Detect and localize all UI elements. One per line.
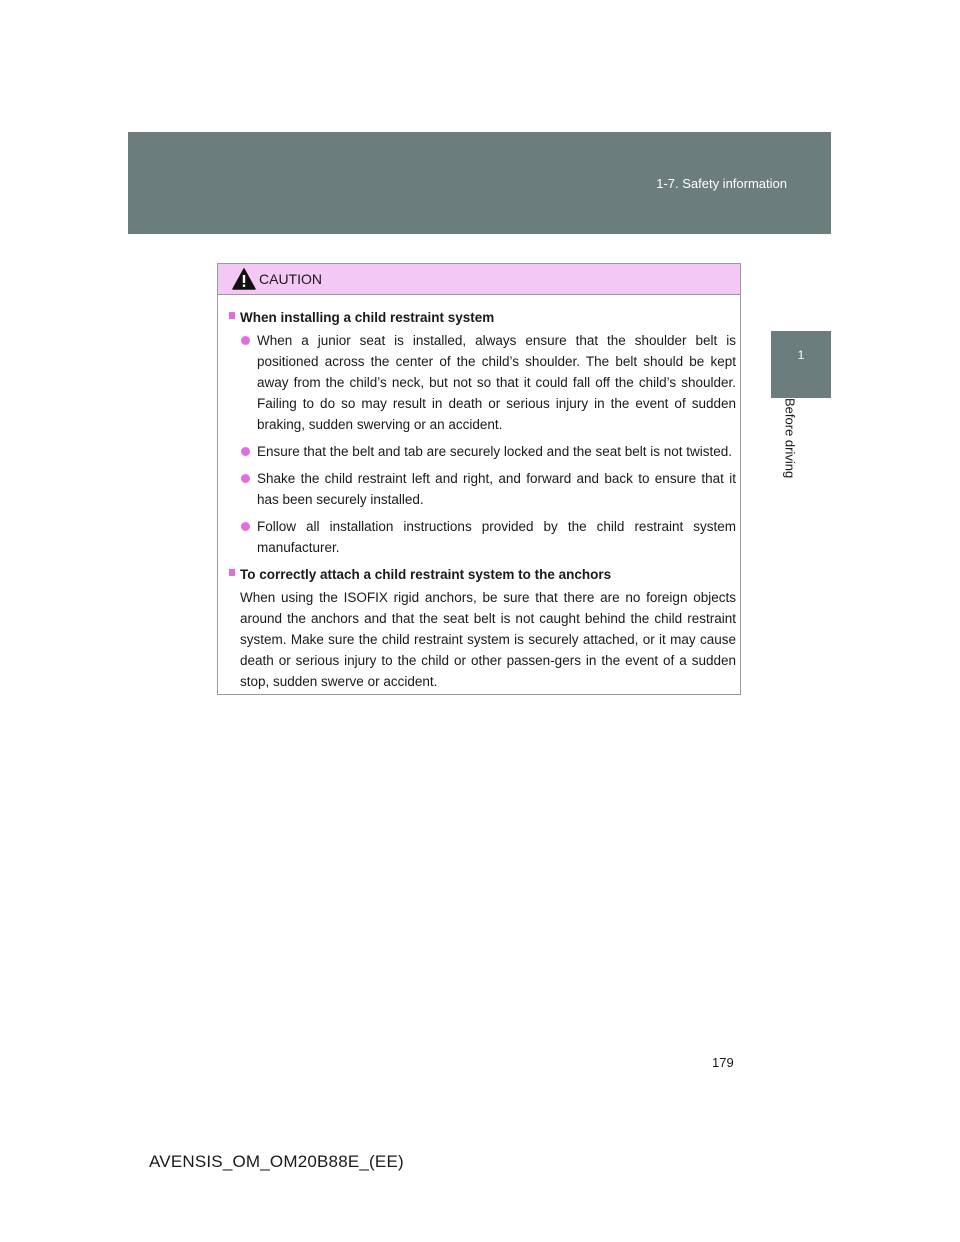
- warning-triangle-icon: [232, 268, 256, 290]
- square-bullet-icon: [229, 569, 235, 576]
- header-band: [128, 132, 831, 234]
- caution-box: [217, 263, 741, 695]
- bullet-item: [240, 441, 736, 462]
- square-bullet-icon: [229, 312, 235, 319]
- caution-title: CAUTION: [259, 271, 322, 287]
- bullet-item: [240, 468, 736, 510]
- section-text: When using the ISOFIX rigid anchors, be sure that there are no foreign objects around the anchors and that the seat belt is not caught behind the child restraint system. Make sure the child restraint system is securely attached, or it may cause death or serious injury to the child or other passen-gers in the event of a sudden stop, sudden swerve or accident.: [240, 590, 736, 689]
- round-bullet-icon: [241, 447, 250, 456]
- bullet-item: [240, 330, 736, 435]
- section-heading: When installing a child restraint system: [240, 310, 495, 325]
- chapter-tab: [771, 331, 831, 398]
- bullet-text: Ensure that the belt and tab are securely locked and the seat belt is not twisted.: [257, 444, 733, 459]
- bullet-text: Follow all installation instructions provided by the child restraint system manufacturer.: [257, 519, 736, 555]
- section-heading: To correctly attach a child restraint system to the anchors: [240, 567, 612, 582]
- page-number: 179: [712, 1055, 734, 1070]
- chapter-label: [770, 398, 810, 508]
- caution-section: [226, 564, 736, 692]
- bullet-text: Shake the child restraint left and right, and forward and back to ensure that it has been securely installed.: [257, 471, 736, 507]
- round-bullet-icon: [241, 522, 250, 531]
- caution-header: [218, 264, 740, 295]
- bullet-text: When a junior seat is installed, always ensure that the shoulder belt is positioned across the center of the child’s shoulder. The belt should be kept away from the child’s neck, but not so that it could fall off the child’s shoulder. Failing to do so may result in death or serious injury in the event of sudden braking, sudden swerving or an accident.: [257, 333, 736, 432]
- bullet-item: [240, 516, 736, 558]
- caution-section: [226, 307, 736, 558]
- round-bullet-icon: [241, 474, 250, 483]
- section-title: 1-7. Safety information: [656, 176, 787, 191]
- chapter-label-text: Before driving: [782, 398, 798, 479]
- caution-body: [218, 295, 740, 692]
- document-code: AVENSIS_OM_OM20B88E_(EE): [149, 1152, 404, 1171]
- chapter-number: 1: [797, 348, 805, 362]
- round-bullet-icon: [241, 336, 250, 345]
